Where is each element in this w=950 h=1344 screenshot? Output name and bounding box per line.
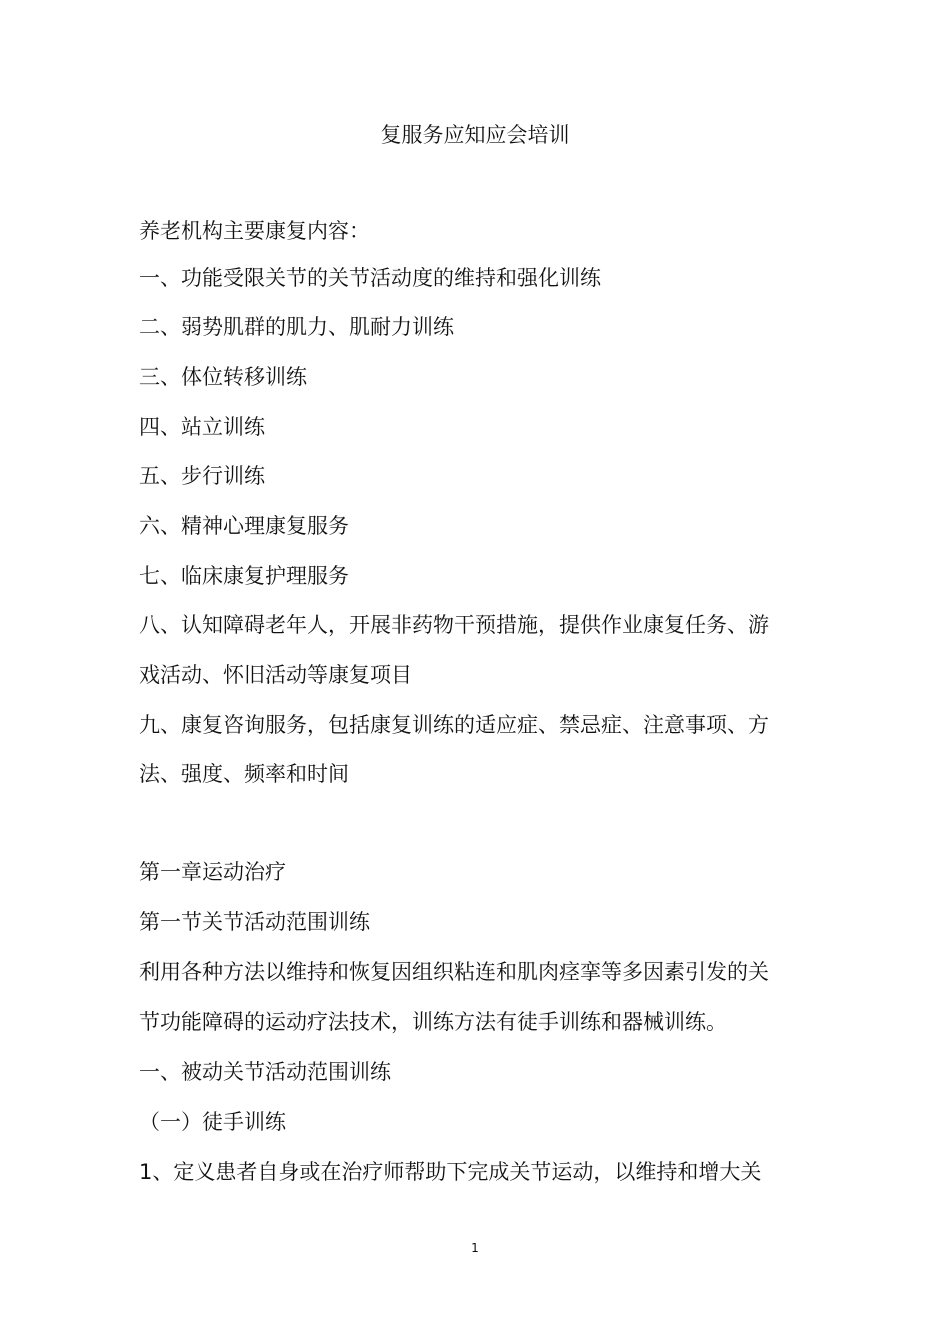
list-item: 三、体位转移训练: [139, 365, 307, 389]
section-title: 第一节关节活动范围训练: [139, 910, 370, 934]
list-item: 六、精神心理康复服务: [139, 514, 349, 538]
list-item-9-line-1: 九、康复咨询服务，包括康复训练的适应症、禁忌症、注意事项、方: [139, 713, 769, 737]
section-paragraph-line-2: 节功能障碍的运动疗法技术，训练方法有徒手训练和器械训练。: [139, 1010, 727, 1034]
list-item-8-line-2: 戏活动、怀旧活动等康复项目: [139, 663, 412, 687]
intro-heading: 养老机构主要康复内容：: [139, 219, 370, 243]
subsection-title: 一、被动关节活动范围训练: [139, 1060, 391, 1084]
list-item: 四、站立训练: [139, 415, 265, 439]
list-item: 一、功能受限关节的关节活动度的维持和强化训练: [139, 266, 601, 290]
list-item: 五、步行训练: [139, 464, 265, 488]
definition-line-1: 1、定义患者自身或在治疗师帮助下完成关节运动，以维持和增大关: [139, 1160, 762, 1184]
subsubsection-title: （一）徒手训练: [139, 1110, 286, 1134]
section-paragraph-line-1: 利用各种方法以维持和恢复因组织粘连和肌肉痉挛等多因素引发的关: [139, 960, 769, 984]
list-item: 二、弱势肌群的肌力、肌耐力训练: [139, 315, 454, 339]
list-item-9-line-2: 法、强度、频率和时间: [139, 762, 349, 786]
document-title: 复服务应知应会培训: [380, 123, 570, 147]
list-item-8-line-1: 八、认知障碍老年人，开展非药物干预措施，提供作业康复任务、游: [139, 613, 769, 637]
list-item: 七、临床康复护理服务: [139, 564, 349, 588]
chapter-title: 第一章运动治疗: [139, 860, 286, 884]
page-number: 1: [471, 1241, 479, 1255]
